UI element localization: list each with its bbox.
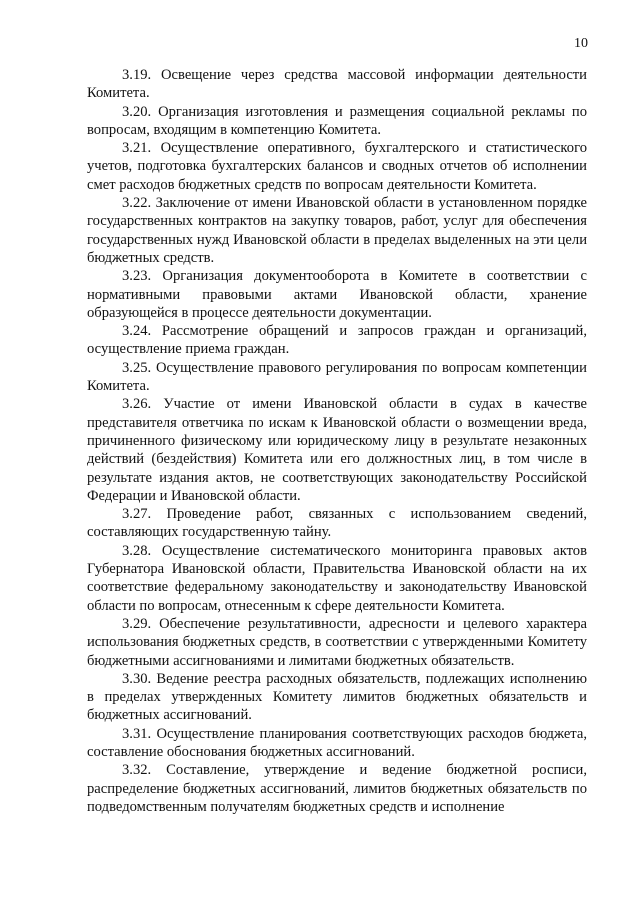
paragraph-3-28: 3.28. Осуществление систематического мониторинга правовых актов Губернатора Ивановской области, Правительства Ивановской области на их соответствие федеральному законодательству и законодательству Ивановской области по вопросам, отнесенным к сфере деятельности Комитета. bbox=[87, 542, 587, 614]
paragraph-3-26: 3.26. Участие от имени Ивановской области в судах в качестве представителя ответчика по искам к Ивановской области о возмещении вреда, причиненного физическому или юридическому лицу в результате незаконных действий (бездействия) Комитета или его должностных лиц, в том числе в результате издания актов, не соответствующих законодательству Российской Федерации и Ивановской области. bbox=[87, 396, 587, 504]
paragraph-3-29: 3.29. Обеспечение результативности, адресности и целевого характера использования бюджетных средств, в соответствии с утвержденными Комитету бюджетными ассигнованиями и лимитами бюджетных обязательств. bbox=[87, 615, 587, 669]
paragraph-3-30: 3.30. Ведение реестра расходных обязательств, подлежащих исполнению в пределах утвержденных Комитету лимитов бюджетных обязательств и бюджетных ассигнований. bbox=[87, 670, 587, 724]
paragraph-3-20: 3.20. Организация изготовления и размещения социальной рекламы по вопросам, входящим в компетенцию Комитета. bbox=[87, 103, 587, 138]
paragraph-3-23: 3.23. Организация документооборота в Комитете в соответствии с нормативными правовыми актами Ивановской области, хранение образующейся в процессе деятельности документации. bbox=[87, 268, 587, 321]
page-number: 10 bbox=[574, 36, 588, 51]
paragraph-3-22: 3.22. Заключение от имени Ивановской области в установленном порядке государственных контрактов на закупку товаров, работ, услуг для обеспечения государственных нужд Ивановской области в пределах выделенных на эти цели бюджетных средств. bbox=[87, 195, 587, 266]
paragraph-3-21: 3.21. Осуществление оперативного, бухгалтерского и статистического учетов, подготовка бухгалтерских балансов и сводных отчетов об исполнении смет расходов бюджетных средств по вопросам деятельности Комитета. bbox=[87, 140, 587, 193]
paragraph-3-31: 3.31. Осуществление планирования соответствующих расходов бюджета, составление обоснования бюджетных ассигнований. bbox=[87, 725, 587, 760]
paragraph-3-25: 3.25. Осуществление правового регулирования по вопросам компетенции Комитета. bbox=[87, 359, 587, 395]
paragraph-3-32: 3.32. Составление, утверждение и ведение бюджетной росписи, распределение бюджетных ассигнований, лимитов бюджетных обязательств по подведомственным получателям бюджетных средств и исполнение bbox=[87, 762, 587, 815]
paragraph-3-19: 3.19. Освещение через средства массовой информации деятельности Комитета. bbox=[87, 67, 587, 102]
paragraph-3-24: 3.24. Рассмотрение обращений и запросов граждан и организаций, осуществление приема граждан. bbox=[87, 323, 587, 358]
paragraph-3-27: 3.27. Проведение работ, связанных с использованием сведений, составляющих государственную тайну. bbox=[87, 506, 587, 541]
document-body bbox=[87, 66, 587, 816]
